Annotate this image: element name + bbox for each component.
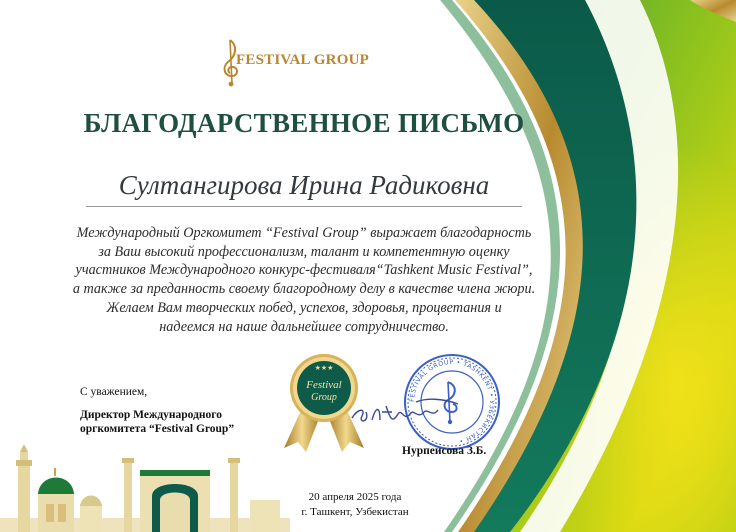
body-line: Международный Оргкомитет “Festival Group” выражает благодарность	[76, 225, 532, 241]
director-position-line: оргкомитета “Festival Group”	[80, 422, 235, 435]
badge-line1: Festival	[306, 379, 342, 391]
signer-name: Нурпеисова З.Б.	[402, 445, 487, 457]
badge-stars: ★★★	[314, 364, 334, 372]
recipient-underline	[86, 206, 522, 207]
issue-date: 20 апреля 2025 года	[308, 491, 402, 503]
brand-logo-text: FESTIVAL GROUP	[236, 52, 369, 68]
issue-place: г. Ташкент, Узбекистан	[301, 506, 409, 518]
certificate-title: БЛАГОДАРСТВЕННОЕ ПИСЬМО	[83, 108, 525, 138]
certificate-body	[18, 224, 590, 336]
director-position-line: Директор Международного	[80, 409, 222, 421]
body-line: участников Международного конкурс-фестиваля“Tashkent Music Festival”,	[75, 262, 533, 279]
body-line: за Ваш высокий профессионализм, талант и компетентную оценку	[98, 243, 510, 260]
body-line: Желаем Вам творческих побед, успехов, здоровья, процветания и	[106, 299, 502, 316]
date-place	[240, 490, 470, 520]
badge-line2: Group	[311, 392, 337, 403]
regards-text: С уважением,	[80, 386, 148, 398]
recipient-name: Султангирова Ирина Радиковна	[118, 170, 490, 200]
director-position	[80, 409, 234, 436]
seal-ring-text: FESTIVAL GROUP • TASHKENT • УЗБЕКИСТАН •	[408, 358, 496, 445]
body-line: а также за преданность своему благородному делу в качестве члена жюри.	[72, 281, 536, 298]
body-line: надеемся на наше дальнейшее сотрудничество.	[159, 318, 449, 335]
handwritten-signature	[346, 394, 466, 434]
